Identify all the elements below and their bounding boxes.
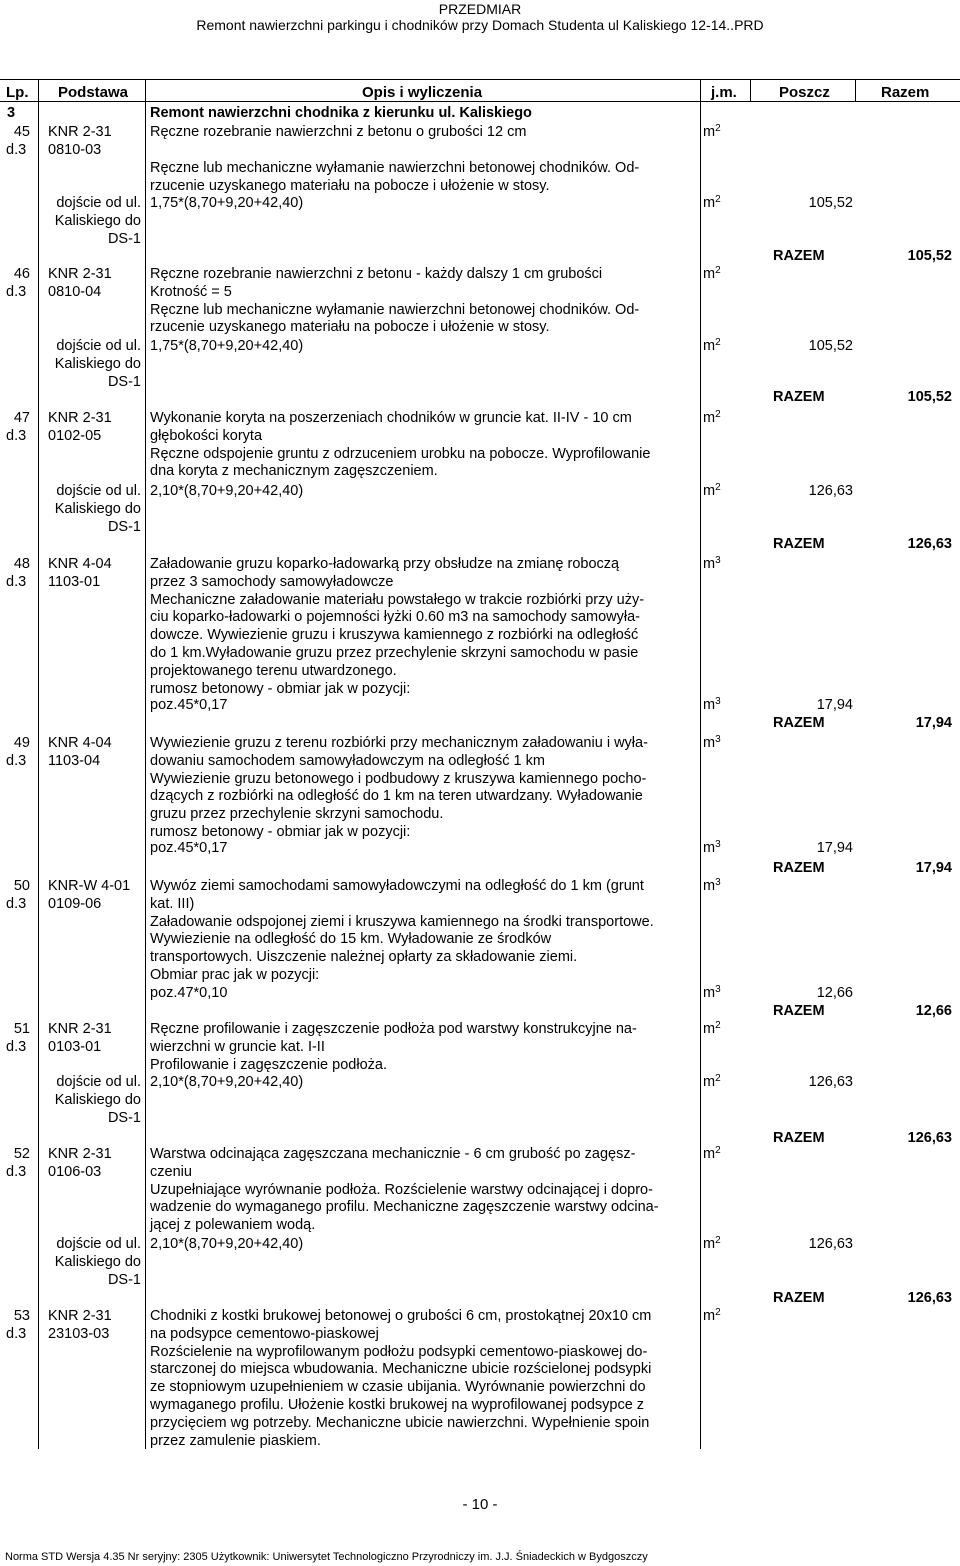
unit-base: m: [703, 124, 716, 140]
unit-exponent: 2: [715, 409, 721, 420]
col-header-opis: Opis i wyliczenia: [362, 84, 483, 101]
basis-code: 0106-03: [48, 1163, 102, 1180]
partial-quantity: 105,52: [808, 338, 853, 354]
unit-base: m: [703, 840, 716, 856]
position-number: 48: [13, 556, 30, 572]
page-number: - 10 -: [462, 1496, 498, 1513]
unit-exponent: 2: [715, 1307, 721, 1318]
basis-code: KNR 4-04: [48, 556, 112, 572]
unit-label: [703, 878, 721, 895]
basis-code: 0810-04: [48, 283, 102, 300]
calc-unit: [703, 840, 721, 857]
document-title: Remont nawierzchni parkingu i chodników przy Domach Studenta ul Kaliskiego 12-14..PRD: [196, 17, 764, 33]
description-line: dowaniu samochodem samowyładowczym na odległość 1 km: [150, 752, 545, 769]
description-line: rzucenie uzyskanego materiału na pobocze i ułożenie w stosy.: [150, 177, 550, 194]
unit-label: [703, 1308, 721, 1325]
col-header-jm: j.m.: [711, 84, 737, 101]
partial-quantity: 105,52: [808, 195, 853, 211]
location-note: Kaliskiego do: [54, 212, 141, 229]
unit-exponent: 3: [715, 839, 721, 850]
unit-label: [703, 735, 721, 752]
col-divider-opis: [700, 79, 701, 1449]
basis-code: 1103-04: [48, 752, 101, 769]
unit-base: m: [703, 195, 716, 211]
location-note: dojście od ul.: [56, 195, 141, 211]
description-line: Wykonanie koryta na poszerzeniach chodników w gruncie kat. II-IV - 10 cm: [150, 410, 632, 426]
description-line: Ręczne odspojenie gruntu z odrzuceniem urobku na pobocze. Wyprofilowanie: [150, 445, 651, 462]
table-top-border: [0, 79, 960, 80]
unit-exponent: 2: [715, 482, 721, 493]
basis-code: KNR 2-31: [48, 266, 112, 282]
position-subnumber: d.3: [6, 141, 27, 158]
basis-code: KNR 2-31: [48, 124, 112, 140]
partial-quantity: 126,63: [808, 1236, 853, 1252]
partial-quantity: 17,94: [816, 697, 853, 713]
description-line: Ręczne rozebranie nawierzchni z betonu o grubości 12 cm: [150, 124, 527, 140]
calculation-formula: poz.45*0,17: [150, 840, 228, 856]
col-header-razem: Razem: [881, 84, 930, 101]
location-note: DS-1: [107, 230, 141, 247]
unit-base: m: [703, 985, 716, 1001]
unit-exponent: 2: [715, 123, 721, 134]
position-subnumber: d.3: [6, 283, 27, 300]
position-number: 46: [13, 266, 30, 282]
total-label: RAZEM: [773, 536, 825, 552]
location-note: Kaliskiego do: [54, 355, 141, 372]
unit-label: [703, 556, 721, 573]
partial-quantity: 126,63: [808, 1074, 853, 1090]
location-note: dojście od ul.: [56, 1074, 141, 1090]
basis-code: 0103-01: [48, 1038, 102, 1055]
unit-base: m: [703, 483, 716, 499]
location-note: Kaliskiego do: [54, 1253, 141, 1270]
calc-unit: [703, 697, 721, 714]
description-line: przycięciem wg potrzeby. Mechaniczne ubicie nawierzchni. Wypełnienie spoin: [150, 1414, 650, 1431]
description-line: kat. III): [150, 895, 195, 912]
header-bottom-border: [0, 101, 960, 102]
description-line: wymaganego profilu. Ułożenie kostki brukowej na wyprofilowanej podsypce z: [150, 1397, 645, 1413]
total-quantity: 126,63: [907, 536, 952, 552]
unit-base: m: [703, 266, 716, 282]
unit-exponent: 2: [715, 1073, 721, 1084]
unit-label: [703, 1146, 721, 1163]
basis-code: KNR 2-31: [48, 1146, 112, 1162]
calc-unit: [703, 1236, 721, 1253]
location-note: dojście od ul.: [56, 338, 141, 354]
total-quantity: 126,63: [907, 1130, 952, 1146]
unit-exponent: 2: [715, 1020, 721, 1031]
basis-code: 23103-03: [48, 1325, 110, 1342]
calculation-formula: 2,10*(8,70+9,20+42,40): [150, 1074, 304, 1090]
location-note: Kaliskiego do: [54, 1091, 141, 1108]
description-line: na podsypce cementowo-piaskowej: [150, 1325, 379, 1342]
section-number: 3: [7, 105, 16, 121]
description-line: projektowanego terenu utwardzonego.: [150, 662, 397, 679]
calc-unit: [703, 483, 721, 500]
unit-base: m: [703, 1308, 716, 1324]
unit-exponent: 2: [715, 337, 721, 348]
calculation-formula: poz.47*0,10: [150, 985, 228, 1001]
unit-base: m: [703, 1236, 716, 1252]
location-note: DS-1: [107, 373, 141, 390]
description-line: Załadowanie gruzu koparko-ładowarką przy obsłudze na zmianę roboczą: [150, 556, 620, 572]
unit-label: [703, 124, 721, 141]
basis-code: KNR 2-31: [48, 1308, 112, 1324]
total-quantity: 12,66: [915, 1003, 952, 1019]
col-header-poszcz: Poszcz: [779, 84, 830, 101]
basis-code: KNR-W 4-01: [48, 878, 131, 894]
description-line: Ręczne profilowanie i zagęszczenie podłoża pod warstwy konstrukcyjne na-: [150, 1021, 637, 1037]
description-line: ciu koparko-ładowarki o pojemności łyżki 0.60 m3 na samochody samowyła-: [150, 609, 640, 626]
unit-exponent: 2: [715, 265, 721, 276]
unit-exponent: 3: [715, 877, 721, 888]
description-line: rumosz betonowy - obmiar jak w pozycji:: [150, 824, 411, 840]
description-line: dna koryta z mechanicznym zagęszczeniem.: [150, 463, 438, 480]
col-divider-lp: [38, 79, 39, 1449]
col-header-podstawa: Podstawa: [58, 84, 129, 101]
basis-code: 0102-05: [48, 427, 102, 444]
calc-unit: [703, 195, 721, 212]
unit-label: [703, 266, 721, 283]
unit-exponent: 3: [715, 984, 721, 995]
unit-label: [703, 1021, 721, 1038]
calculation-formula: 2,10*(8,70+9,20+42,40): [150, 483, 304, 499]
unit-base: m: [703, 410, 716, 426]
description-line: do 1 km.Wyładowanie gruzu przez przechylenie skrzyni samochodu w pasie: [150, 645, 639, 661]
unit-base: m: [703, 338, 716, 354]
col-divider-jm: [750, 79, 751, 101]
partial-quantity: 12,66: [816, 985, 853, 1001]
description-line: dzących z rozbiórki na odległość do 1 km na teren utwardzany. Wyładowanie: [150, 788, 643, 805]
total-quantity: 126,63: [907, 1290, 952, 1306]
total-label: RAZEM: [773, 1130, 825, 1146]
description-line: wierzchni w gruncie kat. I-II: [150, 1038, 325, 1055]
description-line: jącej z polewaniem wodą.: [150, 1217, 316, 1234]
description-line: Wywiezienie na odległość do 15 km. Wyładowanie ze środków: [150, 931, 552, 948]
software-footer: Norma STD Wersja 4.35 Nr seryjny: 2305 Użytkownik: Uniwersytet Technologiczno Przyrodniczy im. J.J. Śniadeckich w Bydgoszczy: [5, 1551, 648, 1563]
description-line: transportowych. Uiszczenie należnej opłarty za składowanie ziemi.: [150, 949, 578, 966]
partial-quantity: 126,63: [808, 483, 853, 499]
unit-base: m: [703, 1021, 716, 1037]
description-line: Ręczne lub mechaniczne wyłamanie nawierzchni betonowej chodników. Od-: [150, 301, 640, 318]
unit-base: m: [703, 878, 716, 894]
unit-base: m: [703, 1146, 716, 1162]
basis-code: KNR 4-04: [48, 735, 112, 751]
calculation-formula: 1,75*(8,70+9,20+42,40): [150, 195, 304, 211]
description-line: Profilowanie i zagęszczenie podłoża.: [150, 1056, 387, 1073]
description-line: Krotność = 5: [150, 283, 232, 300]
calc-unit: [703, 1074, 721, 1091]
description-line: gruzu przez przechylenie skrzyni samochodu.: [150, 806, 444, 823]
unit-label: [703, 410, 721, 427]
position-subnumber: d.3: [6, 573, 27, 590]
position-number: 45: [13, 124, 30, 140]
total-label: RAZEM: [773, 860, 825, 876]
total-quantity: 105,52: [907, 389, 952, 405]
unit-base: m: [703, 556, 716, 572]
description-line: starczonej do miejsca wbudowania. Mechaniczne ubicie rozścielonej podsypki: [150, 1361, 652, 1378]
description-line: Obmiar prac jak w pozycji:: [150, 967, 320, 983]
calc-unit: [703, 338, 721, 355]
position-number: 47: [13, 410, 30, 426]
basis-code: KNR 2-31: [48, 1021, 112, 1037]
calc-unit: [703, 985, 721, 1002]
position-subnumber: d.3: [6, 427, 27, 444]
document-type: PRZEDMIAR: [438, 1, 522, 17]
col-divider-podstawa: [145, 79, 146, 1449]
description-line: wadzenie do wymaganego profilu. Mechaniczne zagęszczenie warstwy odcina-: [150, 1199, 659, 1216]
unit-exponent: 3: [715, 696, 721, 707]
description-line: Chodniki z kostki brukowej betonowej o grubości 6 cm, prostokątnej 20x10 cm: [150, 1308, 652, 1324]
location-note: Kaliskiego do: [54, 500, 141, 517]
calculation-formula: poz.45*0,17: [150, 697, 228, 713]
position-subnumber: d.3: [6, 1038, 27, 1055]
position-subnumber: d.3: [6, 895, 27, 912]
basis-code: 1103-01: [48, 573, 101, 590]
position-subnumber: d.3: [6, 1325, 27, 1342]
position-number: 50: [13, 878, 30, 894]
col-divider-poszcz: [855, 79, 856, 101]
calculation-formula: 1,75*(8,70+9,20+42,40): [150, 338, 304, 354]
unit-exponent: 2: [715, 1145, 721, 1156]
total-quantity: 105,52: [907, 248, 952, 264]
col-header-lp: Lp.: [6, 84, 29, 101]
description-line: Rozścielenie na wyprofilowanym podłożu podsypki cementowo-piaskowej do-: [150, 1343, 648, 1360]
description-line: rumosz betonowy - obmiar jak w pozycji:: [150, 680, 411, 697]
total-label: RAZEM: [773, 715, 825, 731]
total-label: RAZEM: [773, 248, 825, 264]
basis-code: KNR 2-31: [48, 410, 112, 426]
description-line: Uzupełniające wyrównanie podłoża. Rozścielenie warstwy odcinającej i dopro-: [150, 1181, 653, 1198]
basis-code: 0810-03: [48, 141, 102, 158]
position-subnumber: d.3: [6, 752, 27, 769]
total-label: RAZEM: [773, 1003, 825, 1019]
description-line: Wywóz ziemi samochodami samowyładowczymi na odległość do 1 km (grunt: [150, 878, 644, 894]
total-quantity: 17,94: [915, 860, 952, 876]
section-title: Remont nawierzchni chodnika z kierunku ul. Kaliskiego: [150, 105, 532, 121]
description-line: czeniu: [150, 1163, 192, 1180]
unit-base: m: [703, 735, 716, 751]
location-note: DS-1: [107, 518, 141, 535]
location-note: DS-1: [107, 1109, 141, 1126]
partial-quantity: 17,94: [816, 840, 853, 856]
position-subnumber: d.3: [6, 1163, 27, 1180]
unit-exponent: 2: [715, 194, 721, 205]
total-quantity: 17,94: [915, 715, 952, 731]
description-line: ze stopniowym uzupełnieniem w czasie ubijania. Wyrównanie powierzchni do: [150, 1379, 646, 1396]
position-number: 52: [13, 1146, 30, 1162]
position-number: 49: [13, 735, 30, 751]
description-line: przez zamulenie piaskiem.: [150, 1432, 321, 1449]
description-line: głębokości koryta: [150, 427, 263, 444]
description-line: Wywiezienie gruzu betonowego i podbudowy z kruszywa kamiennego pocho-: [150, 770, 647, 787]
description-line: Ręczne rozebranie nawierzchni z betonu - każdy dalszy 1 cm grubości: [150, 266, 603, 282]
unit-base: m: [703, 697, 716, 713]
description-line: Wywiezienie gruzu z terenu rozbiórki przy mechanicznym załadowaniu i wyła-: [150, 735, 648, 751]
total-label: RAZEM: [773, 1290, 825, 1306]
unit-exponent: 2: [715, 1235, 721, 1246]
location-note: DS-1: [107, 1271, 141, 1288]
total-label: RAZEM: [773, 389, 825, 405]
calculation-formula: 2,10*(8,70+9,20+42,40): [150, 1236, 304, 1252]
description-line: Załadowanie odspojonej ziemi i kruszywa kamiennego na środki transportowe.: [150, 913, 654, 930]
description-line: przez 3 samochody samowyładowcze: [150, 573, 394, 590]
position-number: 53: [13, 1308, 30, 1324]
location-note: dojście od ul.: [56, 1236, 141, 1252]
basis-code: 0109-06: [48, 895, 102, 912]
description-line: Mechaniczne załadowanie materiału powstałego w trakcie rozbiórki przy uży-: [150, 591, 645, 608]
description-line: Ręczne lub mechaniczne wyłamanie nawierzchni betonowej chodników. Od-: [150, 160, 640, 176]
unit-base: m: [703, 1074, 716, 1090]
unit-exponent: 3: [715, 734, 721, 745]
unit-exponent: 3: [715, 555, 721, 566]
description-line: rzucenie uzyskanego materiału na pobocze i ułożenie w stosy.: [150, 319, 550, 336]
description-line: Warstwa odcinająca zagęszczana mechanicznie - 6 cm grubość po zagęsz-: [150, 1146, 636, 1162]
description-line: dowcze. Wywiezienie gruzu i kruszywa kamiennego z rozbiórki na odległość: [150, 627, 639, 644]
position-number: 51: [13, 1021, 30, 1037]
location-note: dojście od ul.: [56, 483, 141, 499]
